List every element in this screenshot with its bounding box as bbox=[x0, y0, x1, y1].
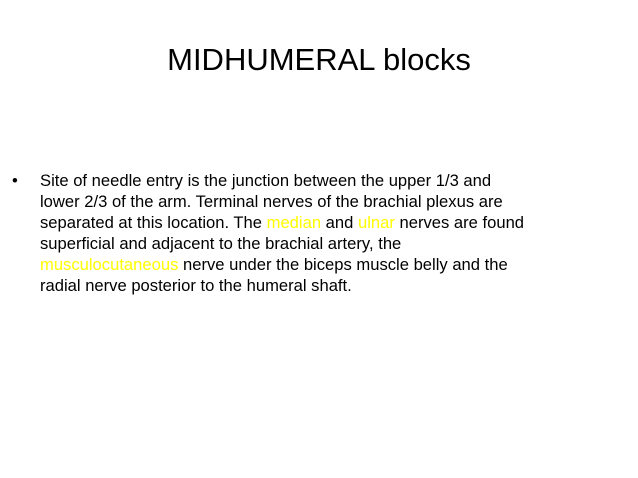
text-segment: lower 2/3 of the arm. Terminal nerves of the brachial plexus are bbox=[40, 192, 503, 211]
text-line bbox=[40, 233, 612, 254]
text-segment: Site of needle entry is the junction between the upper 1/3 and bbox=[40, 171, 492, 190]
highlighted-term-musculocutaneous: musculocutaneous bbox=[40, 255, 179, 274]
text-segment: and bbox=[321, 213, 358, 232]
slide-title: MIDHUMERAL blocks bbox=[167, 42, 471, 77]
text-line bbox=[40, 275, 612, 296]
text-segment: nerve under the biceps muscle belly and the bbox=[178, 255, 508, 274]
text-line bbox=[40, 254, 612, 275]
bullet-text bbox=[40, 170, 612, 296]
text-line bbox=[40, 212, 612, 233]
highlighted-term-median: median bbox=[266, 213, 322, 232]
text-segment: radial nerve posterior to the humeral shaft. bbox=[40, 276, 352, 295]
text-line bbox=[40, 191, 612, 212]
text-segment: superficial and adjacent to the brachial artery, the bbox=[40, 234, 402, 253]
bullet-marker: • bbox=[12, 171, 18, 190]
bullet-list bbox=[12, 170, 612, 296]
bullet-item bbox=[12, 170, 612, 296]
highlighted-term-ulnar: ulnar bbox=[357, 213, 395, 232]
text-line bbox=[40, 170, 612, 191]
text-segment: nerves are found bbox=[394, 213, 525, 232]
text-segment: separated at this location. The bbox=[40, 213, 267, 232]
